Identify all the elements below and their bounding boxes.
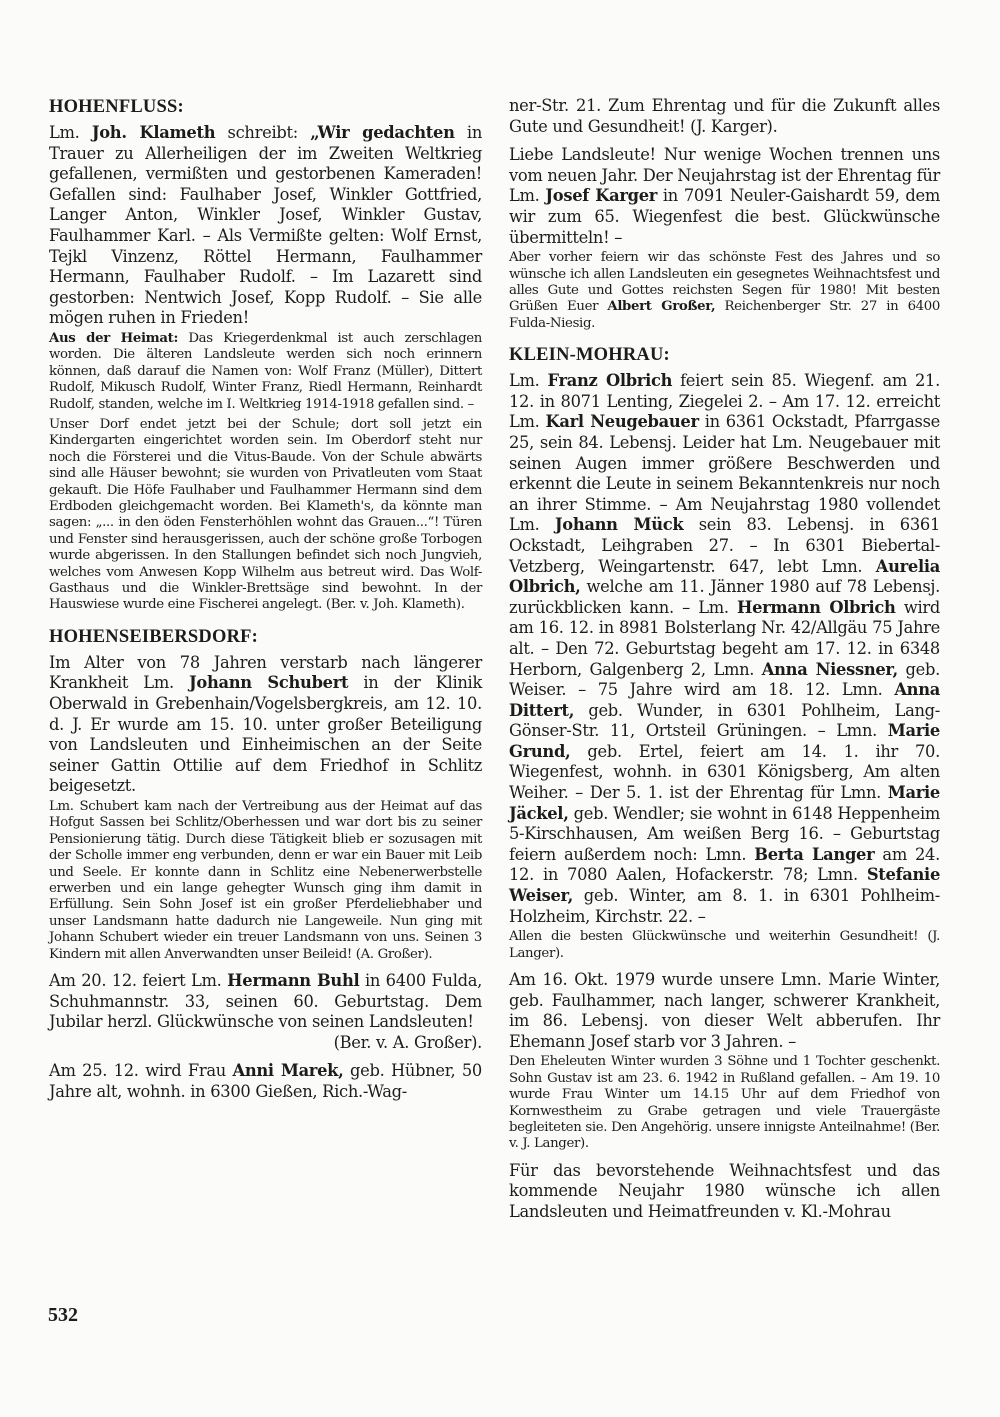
continued-paragraph-3: Aber vorher feiern wir das schönste Fest des Jahres und so wünsche ich allen Landsleuten ein gesegnetes Weihnachtsfest und alles Gute und Gottes reichsten Segen für 1980! Mit besten Grüßen Euer Albert Großer, Reichenberger Str. 27 in 6400 Fulda-Niesig. xyxy=(509,250,941,331)
section-heading-klein-mohrau: KLEIN-MOHRAU: xyxy=(509,345,670,366)
page-number: 532 xyxy=(48,1304,78,1326)
hohenseibersdorf-paragraph-1: Im Alter von 78 Jahren verstarb nach längerer Krankheit Lm. Johann Schubert in der Klinik Oberwald in Grebenhain/Vogelsbergkreis, am 12. 10. d. J. Er wurde am 15. 10. unter großer Beteiligung von Landsleuten und Einheimischen an der Seite seiner Gattin Ottilie auf dem Friedhof in Schlitz beigesetzt. xyxy=(49,652,483,796)
left-column xyxy=(49,96,482,1105)
klein-mohrau-paragraph-4: Den Eheleuten Winter wurden 3 Söhne und 1 Tochter geschenkt. Sohn Gustav ist am 23. 6. 1942 in Rußland gefallen. – Am 19. 10 wurde Frau Winter um 14.15 Uhr auf dem Friedhof von Kornwestheim zu Grabe getragen und viele Trauergäste begleiteten sie. Den Angehörig. unsere innigste Anteilnahme! (Ber. v. J. Langer). xyxy=(509,1054,940,1152)
section-heading-hohenfluss: HOHENFLUSS: xyxy=(49,97,184,117)
klein-mohrau-paragraph-2: Allen die besten Glückwünsche und weiterhin Gesundheit! (J. Langer). xyxy=(509,929,940,961)
byline: (Ber. v. A. Großer). xyxy=(333,1032,482,1052)
hohenseibersdorf-paragraph-3: Am 20. 12. feiert Lm. Hermann Buhl in 6400 Fulda, Schuhmannstr. 33, seinen 60. Geburtstag. Dem Jubilar herzl. Glückwünsche von seinen Landsleuten! (Ber. v. A. Großer). xyxy=(49,971,483,1052)
section-heading-hohenseibersdorf: HOHENSEIBERSDORF: xyxy=(49,626,258,647)
klein-mohrau-paragraph-5: Für das bevorstehende Weihnachtsfest und das kommende Neujahr 1980 wünsche ich allen Landsleuten und Heimatfreunden v. Kl.-Mohrau xyxy=(509,1160,940,1222)
hohenfluss-paragraph-1: Lm. Joh. Klameth schreibt: „Wir gedachten in Trauer zu Allerheiligen der im Zweiten Weltkrieg gefallenen, vermißten und gestorbenen Kameraden! Gefallen sind: Faulhaber Josef, Winkler Gottfried, Langer Anton, Winkler Josef, Winkler Gustav, Faulhammer Karl. – Als Vermißte gelten: Wolf Ernst, Tejkl Vinzenz, Röttel Hermann, Faulhammer Hermann, Faulhaber Rudolf. – Im Lazarett sind gestorben: Nentwich Josef, Kopp Rudolf. – Sie alle mögen ruhen in Frieden! xyxy=(49,123,483,328)
hohenfluss-paragraph-3: Unser Dorf endet jetzt bei der Schule; dort soll jetzt ein Kindergarten eingerichtet worden sein. Im Oberdorf steht nur noch die Försterei und die Vitus-Baude. Von der Schule abwärts sind alle Häuser bewohnt; sie wurden von Privatleuten vom Staat gekauft. Die Höfe Faulhaber und Faulhammer Hermann sind dem Erdboden gleichgemacht worden. Bei Klameth's, da könnte man sagen: „... in den öden Fensterhöhlen wohnt das Grauen...“! Türen und Fenster sind herausgerissen, auch der schöne große Torbogen wurde abgerissen. In den Stallungen befindet sich noch Jungvieh, welches vom Anwesen Kopp Wilhelm aus betreut wird. Das Wolf-Gasthaus und die Winkler-Brettsäge sind bewohnt. In der Hauswiese wurde eine Fischerei angelegt. (Ber. v. Joh. Klameth). xyxy=(49,416,482,613)
hohenseibersdorf-paragraph-4: Am 25. 12. wird Frau Anni Marek, geb. Hübner, 50 Jahre alt, wohnh. in 6300 Gießen, Rich.-Wag- xyxy=(49,1061,482,1102)
hohenseibersdorf-paragraph-2: Lm. Schubert kam nach der Vertreibung aus der Heimat auf das Hofgut Sassen bei Schlitz/Oberhessen und war dort bis zu seiner Pensionierung tätig. Durch diese Tätigkeit blieb er sozusagen mit der Scholle immer eng verbunden, denn er war ein Bauer mit Leib und Seele. Er konnte dann in Schlitz eine Nebenerwerbstelle erwerben und ein lange gehegter Wunsch ging ihm damit in Erfüllung. Sein Sohn Josef ist ein großer Pferdeliebhaber und unser Landsmann hatte dadurch nie Langeweile. Nun ging mit Johann Schubert wieder ein treuer Landsmann von uns. Seinen 3 Kindern mit allen Anverwandten unser Beileid! (A. Großer). xyxy=(49,799,482,962)
klein-mohrau-paragraph-3: Am 16. Okt. 1979 wurde unsere Lmn. Marie Winter, geb. Faulhammer, nach langer, schwerer Krankheit, im 86. Lebensj. von dieser Welt abberufen. Ihr Ehemann Josef starb vor 3 Jahren. – xyxy=(509,970,940,1051)
right-column xyxy=(509,96,940,1225)
hohenfluss-paragraph-2: Aus der Heimat: Das Kriegerdenkmal ist auch zerschlagen worden. Die älteren Landsleute werden sich noch erinnern können, daß darauf die Namen von: Wolf Franz (Müller), Dittert Rudolf, Mikusch Rudolf, Winter Franz, Riedl Hermann, Reinhardt Rudolf, standen, welche im I. Weltkrieg 1914-1918 gefallen sind. – xyxy=(49,330,482,412)
klein-mohrau-paragraph-1: Lm. Franz Olbrich feiert sein 85. Wiegenf. am 21. 12. in 8071 Lenting, Ziegelei 2. – Am 17. 12. erreicht Lm. Karl Neugebauer in 6361 Ockstadt, Pfarrgasse 25, sein 84. Lebensj. Leider hat Lm. Neugebauer mit seinen Augen immer größere Beschwerden und erkennt die Leute in seinem Bekanntenkreis nur noch an ihrer Stimme. – Am Neujahrstag 1980 vollendet Lm. Johann Mück sein 83. Lebensj. in 6361 Ockstadt, Leihgraben 27. – In 6301 Biebertal-Vetzberg, Weingartenstr. 647, lebt Lmn. Aurelia Olbrich, welche am 11. Jänner 1980 auf 78 Lebensj. zurückblicken kann. – Lm. Hermann Olbrich wird am 16. 12. in 8981 Bolsterlang Nr. 42/Allgäu 75 Jahre alt. – Den 72. Geburtstag begeht am 17. 12. in 6348 Herborn, Galgenberg 2, Lmn. Anna Niessner, geb. Weiser. – 75 Jahre wird am 18. 12. Lmn. Anna Dittert, geb. Wunder, in 6301 Pohlheim, Lang-Gönser-Str. 11, Ortsteil Grüningen. – Lmn. Marie Grund, geb. Ertel, feiert am 14. 1. ihr 70. Wiegenfest, wohnh. in 6301 Königsberg, Am alten Weiher. – Der 5. 1. ist der Ehrentag für Lmn. Marie Jäckel, geb. Wendler; sie wohnt in 6148 Heppenheim 5-Kirschhausen, Am weißen Berg 16. – Geburtstag feiern außerdem noch: Lmn. Berta Langer am 24. 12. in 7080 Aalen, Hofackerstr. 78; Lmn. Stefanie Weiser, geb. Winter, am 8. 1. in 6301 Pohlheim-Holzheim, Kirchstr. 22. – xyxy=(509,371,941,926)
continued-paragraph-2: Liebe Landsleute! Nur wenige Wochen trennen uns vom neuen Jahr. Der Neujahrstag ist der Ehrentag für Lm. Josef Karger in 7091 Neuler-Gaishardt 59, dem wir zum 65. Wiegenfest die best. Glückwünsche übermitteln! – xyxy=(509,145,941,247)
continued-paragraph-1: ner-Str. 21. Zum Ehrentag und für die Zukunft alles Gute und Gesundheit! (J. Karger). xyxy=(509,96,940,136)
